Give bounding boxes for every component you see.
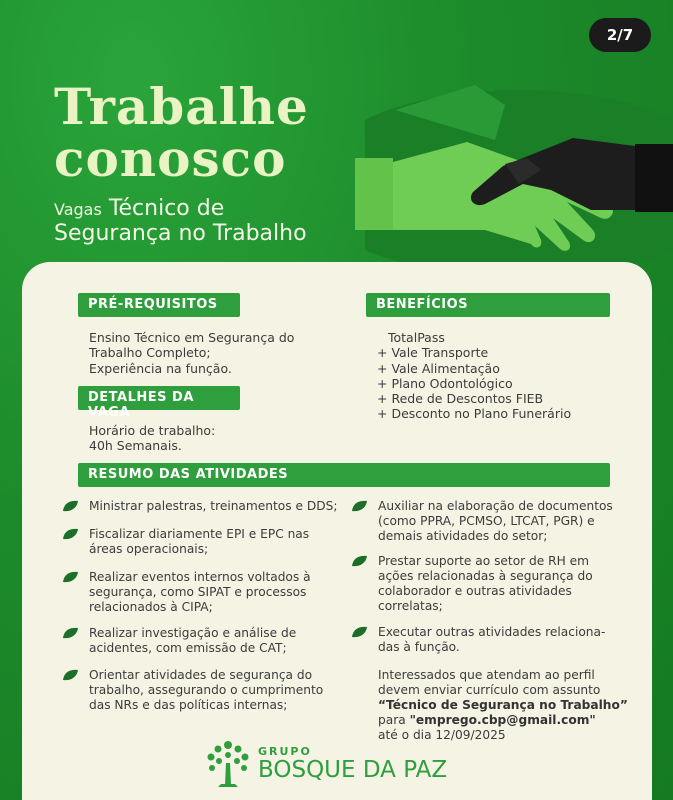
company-logo [206, 739, 447, 789]
logo-text [258, 745, 447, 783]
activities-header: RESUMO DAS ATIVIDADES [78, 463, 610, 487]
benefit-item: + Desconto no Plano Funerário [377, 406, 572, 422]
job-title-line1: Técnico de [108, 196, 225, 221]
activity-line: demais atividades do setor; [378, 528, 548, 543]
details-header: DETALHES DA VAGA [78, 386, 240, 410]
benefits-header: BENEFÍCIOS [366, 293, 610, 317]
application-instructions [378, 668, 628, 742]
job-title-prefix: Vagas [54, 200, 102, 219]
activity-line: das à função. [378, 639, 460, 654]
benefit-item: + Vale Alimentação [377, 360, 500, 376]
headline-line1: Trabalhe [54, 77, 309, 136]
contact-email[interactable]: "emprego.cbp@gmail.com" [409, 712, 596, 727]
headline [54, 77, 309, 188]
leaf-icon [62, 571, 79, 583]
activity-line: relacionados à CIPA; [89, 599, 213, 614]
leaf-icon [351, 500, 368, 512]
leaf-icon [62, 528, 79, 540]
activity-line: Prestar suporte ao setor de RH em [378, 554, 590, 568]
activity-line: colaborador e outras atividades [378, 583, 572, 598]
activity-item [89, 499, 337, 514]
contact-line: devem enviar currículo com assunto [378, 682, 601, 697]
leaf-icon [62, 669, 79, 681]
activity-line: Realizar eventos internos voltados à [89, 570, 311, 584]
activity-line: ações relacionadas à segurança do [378, 568, 593, 583]
benefit-item: + Vale Transporte [377, 345, 489, 361]
prereq-line: Experiência na função. [89, 360, 232, 376]
activity-item [89, 668, 323, 713]
benefit-item: + Plano Odontológico [377, 375, 513, 391]
logo-name: BOSQUE DA PAZ [258, 757, 448, 783]
activity-line: correlatas; [378, 598, 443, 613]
prereq-text [89, 330, 294, 376]
benefits-list [377, 330, 571, 422]
activity-item [89, 626, 296, 656]
activity-line: das NRs e das políticas internas; [89, 697, 288, 712]
activity-line: (como PPRA, PCMSO, LTCAT, PGR) e [378, 513, 595, 528]
activity-line: Ministrar palestras, treinamentos e DDS; [89, 499, 338, 513]
activity-item [378, 625, 605, 655]
activity-line: Executar outras atividades relaciona- [378, 625, 606, 639]
activity-item [89, 570, 311, 615]
prereq-line: Trabalho Completo; [89, 345, 211, 361]
activity-line: Realizar investigação e análise de [89, 626, 297, 640]
slide-counter: 2/7 [589, 18, 651, 52]
activity-line: trabalho, assegurando o cumprimento [89, 682, 324, 697]
contact-line: Interessados que atendam ao perfil [378, 668, 595, 682]
activity-item [378, 499, 613, 544]
activity-line: segurança, como SIPAT e processos [89, 584, 307, 599]
prereq-line: Ensino Técnico em Segurança do [89, 330, 295, 345]
benefit-item: + Rede de Descontos FIEB [377, 391, 544, 406]
contact-line: para [378, 712, 406, 727]
activity-line: Orientar atividades de segurança do [89, 668, 313, 682]
benefit-item: TotalPass [388, 330, 445, 345]
handshake-icon [355, 80, 673, 290]
activity-line: Auxiliar na elaboração de documentos [378, 499, 613, 513]
activity-item [378, 554, 593, 614]
activity-line: acidentes, com emissão de CAT; [89, 640, 287, 655]
details-line: 40h Semanais. [89, 438, 182, 454]
leaf-icon [62, 627, 79, 639]
tree-logo-icon [206, 739, 250, 789]
job-title [54, 196, 307, 247]
activity-line: Fiscalizar diariamente EPI e EPC nas [89, 527, 310, 541]
leaf-icon [351, 555, 368, 567]
headline-line2: conosco [54, 129, 287, 188]
email-subject: “Técnico de Segurança no Trabalho” [378, 697, 628, 712]
logo-group: GRUPO [258, 745, 312, 758]
prereq-header: PRÉ-REQUISITOS [78, 293, 240, 317]
leaf-icon [62, 500, 79, 512]
details-line: Horário de trabalho: [89, 423, 216, 438]
leaf-icon [351, 626, 368, 638]
job-title-line2: Segurança no Trabalho [54, 221, 307, 247]
activity-line: áreas operacionais; [89, 541, 209, 556]
deadline: até o dia 12/09/2025 [378, 727, 506, 742]
details-text [89, 423, 215, 454]
activity-item [89, 527, 309, 557]
